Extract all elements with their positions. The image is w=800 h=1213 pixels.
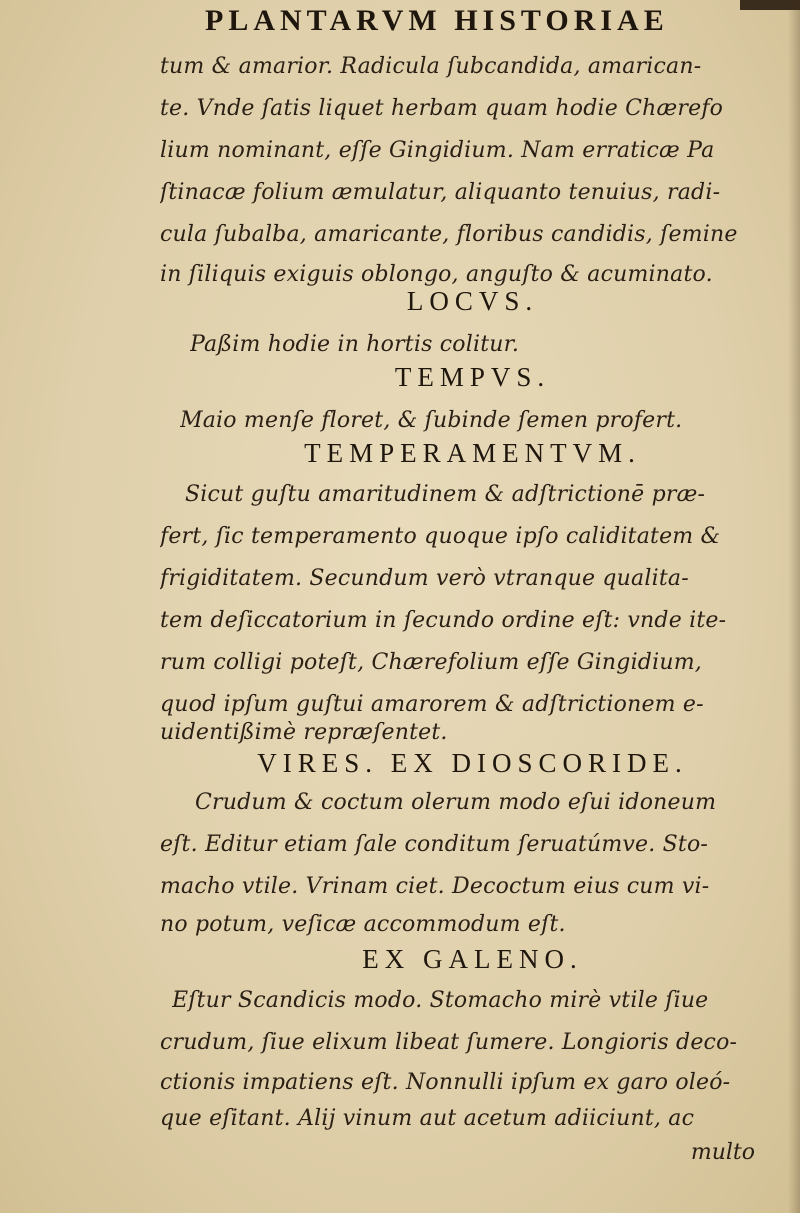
text-line: lium nominant, eſſe Gingidium. Nam erraticæ Pa xyxy=(160,138,715,163)
text-line: ſtinacæ folium æmulatur, aliquanto tenuius, radi- xyxy=(160,180,721,205)
text-line: quod ipſum guſtui amarorem & adſtrictionem e- xyxy=(160,692,704,717)
text-line: cula ſubalba, amaricante, floribus candidis, ſemine xyxy=(160,222,738,247)
section-heading-locus: LOCVS. xyxy=(406,286,539,316)
text-line: crudum, ſiue elixum libeat ſumere. Longioris deco- xyxy=(160,1030,738,1055)
running-head: PLANTARVM HISTORIAE xyxy=(205,4,669,37)
text-line: Crudum & coctum olerum modo eſui idoneum xyxy=(195,790,717,815)
text-line: fert, ſic temperamento quoque ipſo caliditatem & xyxy=(160,524,721,549)
text-line: tum & amarior. Radicula ſubcandida, amarican- xyxy=(160,54,702,79)
text-line: no potum, veſicæ accommodum eſt. xyxy=(160,912,566,937)
text-line: macho vtile. Vrinam ciet. Decoctum eius cum vi- xyxy=(160,874,710,899)
catchword: multo xyxy=(690,1140,755,1165)
section-heading-galeno: EX GALENO. xyxy=(362,944,583,974)
text-line: que eſitant. Alij vinum aut acetum adiiciunt, ac xyxy=(160,1106,695,1131)
text-line: ctionis impatiens eſt. Nonnulli ipſum ex garo oleó- xyxy=(160,1070,731,1095)
page-edge-shadow xyxy=(788,0,800,1213)
text-line: tem deſiccatorium in ſecundo ordine eſt: vnde ite- xyxy=(160,608,727,633)
section-heading-temperamentum: TEMPERAMENTVM. xyxy=(304,438,641,468)
text-line: Maio menſe floret, & ſubinde ſemen profert. xyxy=(180,408,683,433)
text-line: Eſtur Scandicis modo. Stomacho mirè vtile ſiue xyxy=(172,988,709,1013)
text-line: in ſiliquis exiguis oblongo, anguſto & acuminato. xyxy=(160,262,713,287)
section-heading-tempus: TEMPVS. xyxy=(394,362,551,392)
text-line: frigiditatem. Secundum verò vtranque qualita- xyxy=(160,566,689,591)
text-line: Paßim hodie in hortis colitur. xyxy=(190,332,520,357)
section-heading-vires: VIRES. EX DIOSCORIDE. xyxy=(257,748,688,778)
text-line: uidentißimè repræſentet. xyxy=(160,720,448,745)
text-line: eſt. Editur etiam ſale conditum ſeruatúmve. Sto- xyxy=(160,832,709,857)
text-line: te. Vnde ſatis liquet herbam quam hodie Chærefo xyxy=(160,96,724,121)
text-line: Sicut guſtu amaritudinem & adſtrictionē præ- xyxy=(185,482,706,507)
text-line: rum colligi poteſt, Chærefolium eſſe Gingidium, xyxy=(160,650,702,675)
